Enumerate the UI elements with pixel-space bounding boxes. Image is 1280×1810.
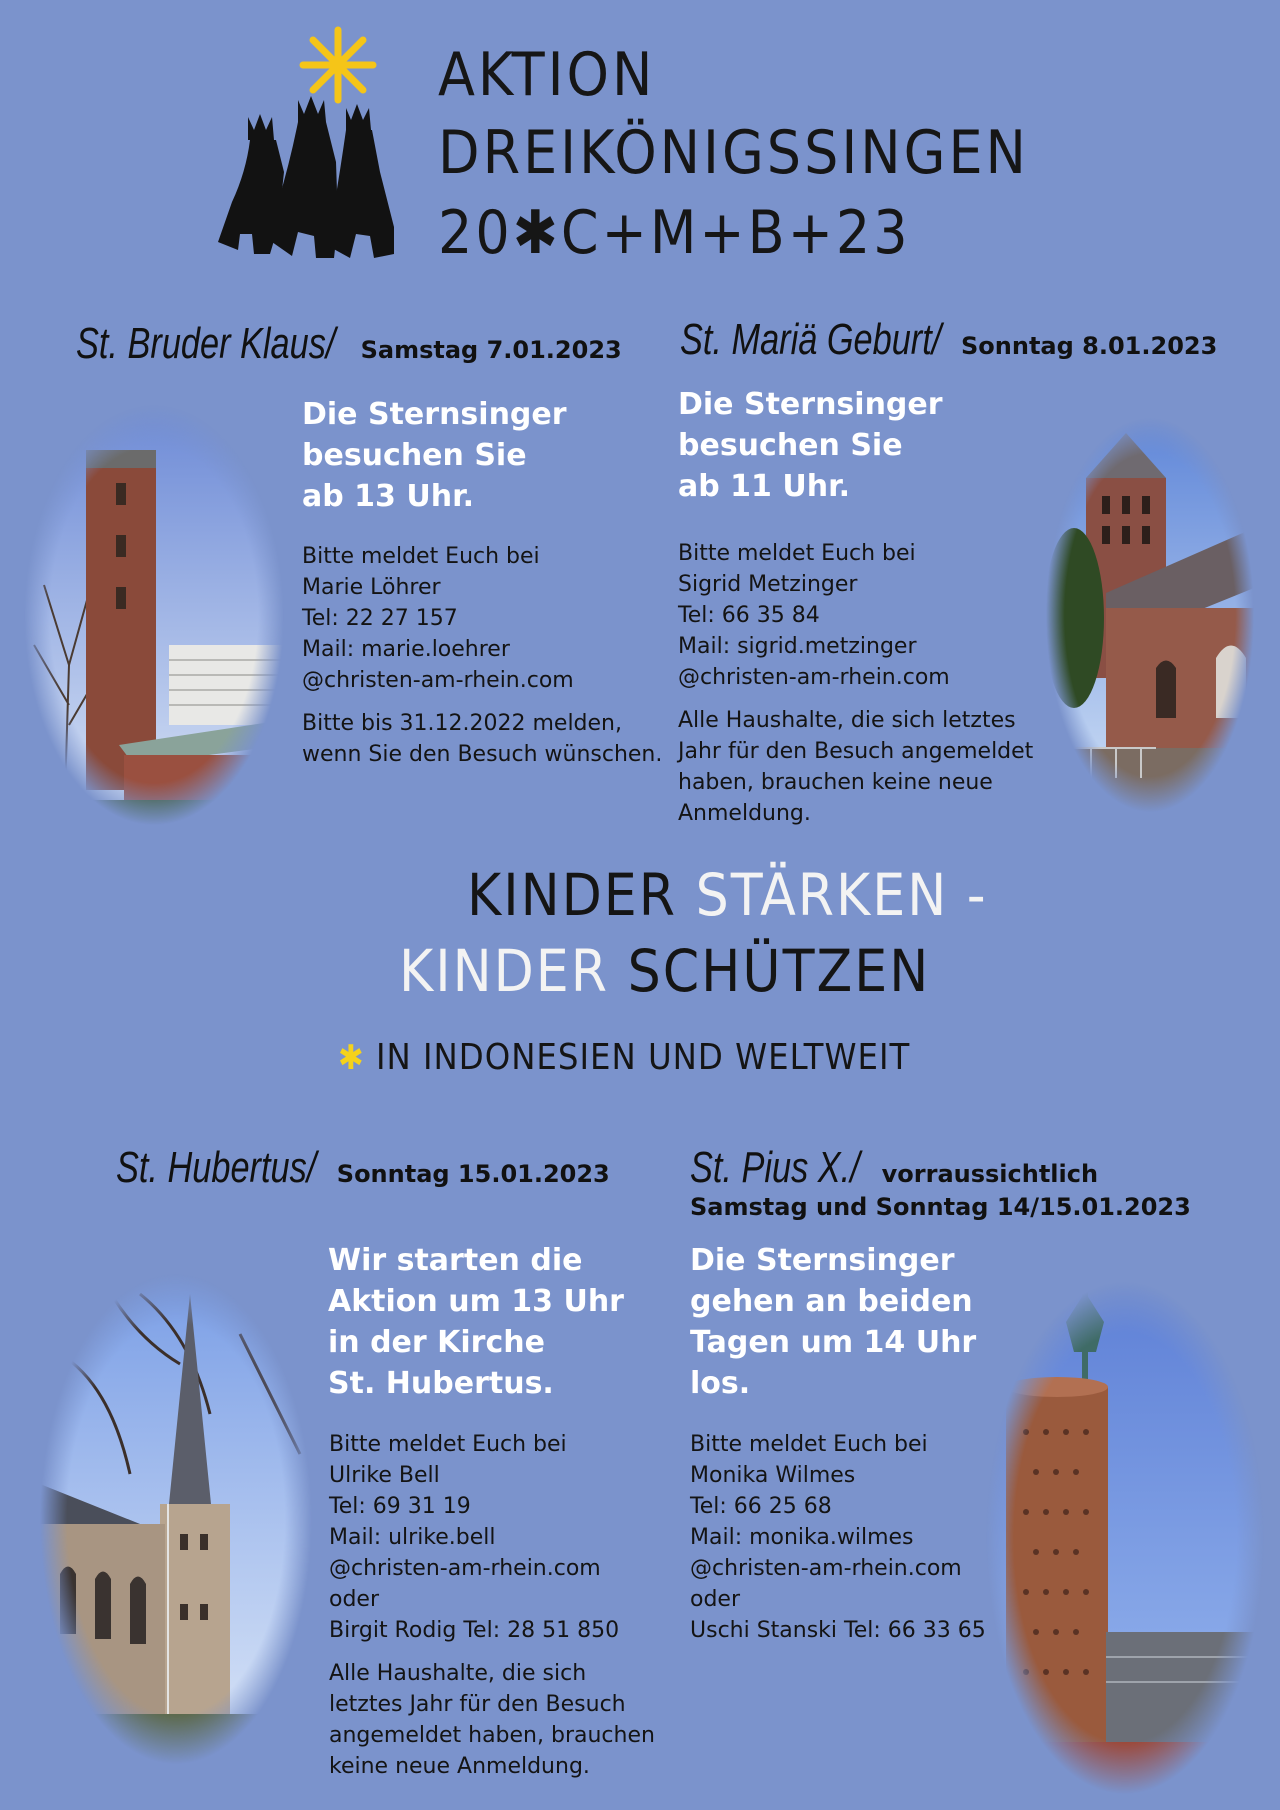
church-photo-hubertus [40,1274,312,1764]
bruder-klaus-contact: Bitte meldet Euch bei Marie Löhrer Tel: 22 27 157 Mail: marie.loehrer @christen-am-rhein.com Bitte bis 31.12.2022 melden, wenn Sie den Besuch wünschen. [302,544,663,767]
section-date-detail: Samstag und Sonntag 14/15.01.2023 [690,1193,1191,1221]
church-photo-pius [986,1282,1264,1794]
hubertus-contact: Bitte meldet Euch bei Ulrike Bell Tel: 69 31 19 Mail: ulrike.bell @christen-am-rhein.com oder Birgit Rodig Tel: 28 51 850 Alle Haushalte, die sich letztes Jahr für den Besuch angemeldet haben, brauchen keine neue Anmeldung. [329,1432,655,1779]
mariae-geburt-lead: Die Sternsinger besuchen Sie ab 11 Uhr. [678,387,943,504]
section-name: St. Hubertus/ [116,1143,317,1192]
section-heading-mariae-geburt [680,315,1218,364]
mariae-geburt-contact: Bitte meldet Euch bei Sigrid Metzinger Tel: 66 35 84 Mail: sigrid.metzinger @christen-am-rhein.com Alle Haushalte, die sich letztes Jahr für den Besuch angemeldet haben, brauchen keine neue Anmeldung. [678,541,1034,826]
section-date: Sonntag 8.01.2023 [961,332,1218,360]
pius-contact: Bitte meldet Euch bei Monika Wilmes Tel: 66 25 68 Mail: monika.wilmes @christen-am-rhein.com oder Uschi Stanski Tel: 66 33 65 [690,1432,986,1643]
header-title-line-1: AKTION [438,40,656,110]
slogan-line-2: KINDER SCHÜTZEN [399,937,931,1005]
hubertus-lead: Wir starten die Aktion um 13 Uhr in der Kirche St. Hubertus. [328,1243,624,1401]
section-date: Samstag 7.01.2023 [360,336,622,364]
header-title-line-3: 20✱C+M+B+23 [438,198,911,268]
sternsinger-logo [218,22,408,272]
bruder-klaus-lead: Die Sternsinger besuchen Sie ab 13 Uhr. [302,397,567,514]
church-photo-mariae-geburt [1046,418,1254,812]
church-photo-bruder-klaus [24,405,284,825]
section-date: Sonntag 15.01.2023 [336,1160,610,1188]
section-date: vorraussichtlich [881,1160,1099,1188]
section-heading-pius [690,1143,1099,1192]
section-name: St. Pius X./ [690,1143,860,1192]
slogan-subline: ✱ IN INDONESIEN UND WELTWEIT [338,1037,911,1078]
section-heading-bruder-klaus [76,319,622,368]
star-icon [303,30,373,100]
section-name: St. Bruder Klaus/ [76,319,336,368]
section-name: St. Mariä Geburt/ [680,315,942,364]
pius-lead: Die Sternsinger gehen an beiden Tagen um 14 Uhr los. [690,1243,977,1401]
slogan-line-1: KINDER STÄRKEN - [467,861,988,929]
star-icon: ✱ [338,1038,365,1078]
section-heading-hubertus [116,1143,610,1192]
header-title-line-2: DREIKÖNIGSSINGEN [438,118,1029,188]
